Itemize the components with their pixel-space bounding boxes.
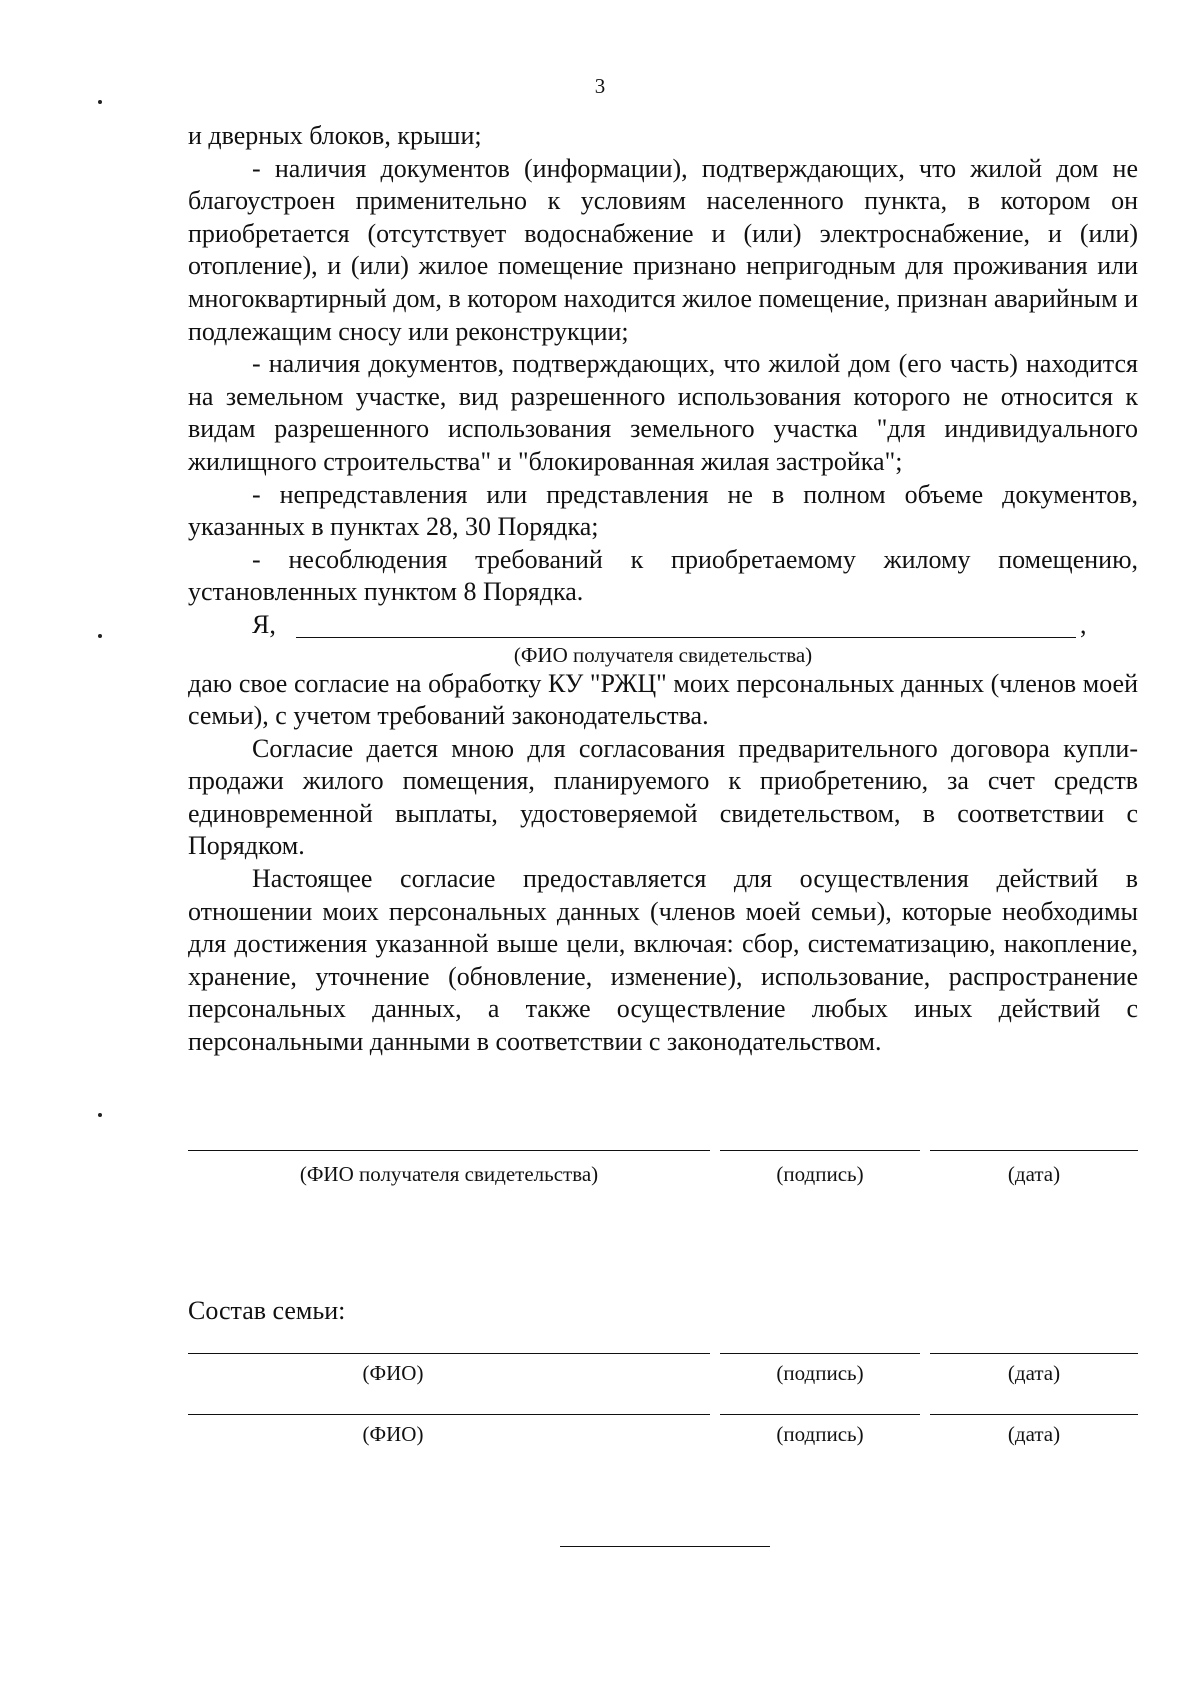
family-name-blank[interactable]	[188, 1353, 710, 1354]
recipient-name-label: (ФИО получателя свидетельства)	[299, 1162, 599, 1186]
document-body	[188, 120, 1138, 1059]
document-end-line	[560, 1546, 770, 1547]
scope-paragraph: Настоящее согласие предоставляется для осуществления действий в отношении моих персональных данных (членов моей семьи), которые необходимы для достижения указанной выше цели, включая: сбор, систематизацию, накопление, хранение, уточнение (обновление, изменение), использование, распространение персональных данных, а также осуществление любых иных действий с персональными данными в соответствии с законодательством.	[188, 864, 1138, 1057]
family-name-label: (ФИО)	[362, 1361, 424, 1385]
margin-dot	[98, 634, 102, 638]
family-date-label: (дата)	[1007, 1422, 1061, 1446]
recipient-sign-blank[interactable]	[720, 1150, 920, 1151]
recipient-date-label: (дата)	[1007, 1162, 1061, 1186]
recipient-name-line	[188, 609, 1138, 642]
recipient-name-blank[interactable]	[296, 637, 1076, 638]
purpose-paragraph: Согласие дается мною для согласования предварительного договора купли-продажи жилого помещения, планируемого к приобретению, за счет средств единовременной выплаты, удостоверяемой свидетельством, в соответствии с Порядком.	[188, 733, 1138, 861]
paragraph-item: - наличия документов, подтверждающих, что жилой дом (его часть) находится на земельном участке, вид разрешенного использования которого не относится к видам разрешенного использования земельного участка "для индивидуального жилищного строительства" и "блокированная жилая застройка";	[188, 349, 1138, 476]
paragraph-item: - наличия документов (информации), подтверждающих, что жилой дом не благоустроен применительно к условиям населенного пункта, в котором он приобретается (отсутствует водоснабжение и (или) электроснабжение, и (или) отопление), и (или) жилое помещение признано непригодным для проживания или многоквартирный дом, в котором находится жилое помещение, признан аварийным и подлежащим сносу или реконструкции;	[188, 153, 1138, 346]
family-member-row	[188, 1353, 1138, 1385]
recipient-name-caption: (ФИО получателя свидетельства)	[513, 642, 813, 667]
paragraph-item: - несоблюдения требований к приобретаемому жилому помещению, установленных пунктом 8 Порядка.	[188, 544, 1138, 607]
paragraph-continuation: и дверных блоков, крыши;	[188, 121, 482, 150]
family-sign-blank[interactable]	[720, 1414, 920, 1415]
ya-comma: ,	[1080, 609, 1087, 639]
family-sign-label: (подпись)	[776, 1422, 864, 1446]
family-name-blank[interactable]	[188, 1414, 710, 1415]
family-sign-blank[interactable]	[720, 1353, 920, 1354]
family-date-blank[interactable]	[930, 1353, 1138, 1354]
consent-paragraph: даю свое согласие на обработку КУ "РЖЦ" моих персональных данных (членов моей семьи), с учетом требований законодательства.	[188, 668, 1138, 731]
page-number: 3	[594, 74, 606, 98]
family-name-label: (ФИО)	[362, 1422, 424, 1446]
ya-label: Я,	[252, 609, 276, 639]
paragraph-item: - непредставления или представления не в полном объеме документов, указанных в пунктах 28, 30 Порядка;	[188, 479, 1138, 542]
family-title: Состав семьи:	[188, 1296, 346, 1325]
family-sign-label: (подпись)	[776, 1361, 864, 1385]
family-date-label: (дата)	[1007, 1361, 1061, 1385]
margin-dot	[98, 100, 102, 104]
recipient-signature-row	[188, 1150, 1138, 1186]
margin-dot	[98, 1113, 102, 1117]
family-member-row	[188, 1414, 1138, 1446]
family-date-blank[interactable]	[930, 1414, 1138, 1415]
recipient-sign-label: (подпись)	[776, 1162, 864, 1186]
recipient-name-blank[interactable]	[188, 1150, 710, 1151]
recipient-date-blank[interactable]	[930, 1150, 1138, 1151]
